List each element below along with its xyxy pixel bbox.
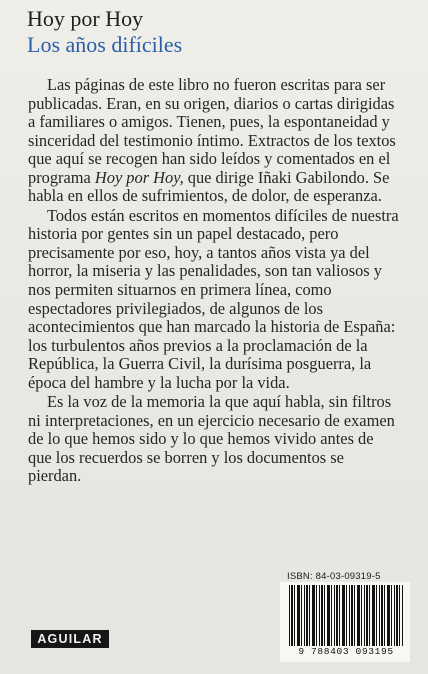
publisher-logo: AGUILAR xyxy=(31,630,109,648)
barcode-bars xyxy=(289,585,403,646)
barcode-digits: 9 788403 093195 xyxy=(282,646,410,657)
barcode xyxy=(280,582,410,662)
title-block xyxy=(27,6,182,57)
program-name: Hoy por Hoy, xyxy=(94,167,184,187)
blurb-paragraph-1 xyxy=(28,76,400,206)
book-subtitle: Los años difíciles xyxy=(27,32,183,57)
blurb-text xyxy=(28,76,400,486)
book-title: Hoy por Hoy xyxy=(27,6,144,31)
blurb-paragraph-1-part-2: que dirige Iñaki Gabilondo. Se habla en ellos de sufrimientos, de dolor, de esperanza. xyxy=(28,167,390,206)
blurb-paragraph-2: Todos están escritos en momentos difíciles de nuestra historia por gentes sin un papel destacado, pero precisamente por eso, hoy, a tantos años vista ya del horror, la miseria y las penalidades, son tan valiosos y nos permiten situarnos en primera línea, como espectadores privilegiados, de algunos de los acontecimientos que han marcado la historia de España: los turbulentos años previos a la proclamación de la República, la Guerra Civil, la durísima posguerra, la época del hambre y la lucha por la vida. xyxy=(28,205,399,392)
blurb-paragraph-3: Es la voz de la memoria la que aquí habla, sin filtros ni interpretaciones, en un ejercicio necesario de examen de lo que hemos sido y lo que hemos vivido antes de que los recuerdos se borren y los documentos se pierdan. xyxy=(28,392,395,486)
blurb-paragraph-1-part-1: Las páginas de este libro no fueron escritas para ser publicadas. Eran, en su origen, diarios o cartas dirigidas a familiares o amigos. Tienen, pues, la espontaneidad y sinceridad del testimonio íntimo. Extractos de los textos que aquí se recogen han sido leídos y comentados en el programa xyxy=(28,75,396,187)
isbn-label: ISBN: 84-03-09319-5 xyxy=(287,571,381,582)
